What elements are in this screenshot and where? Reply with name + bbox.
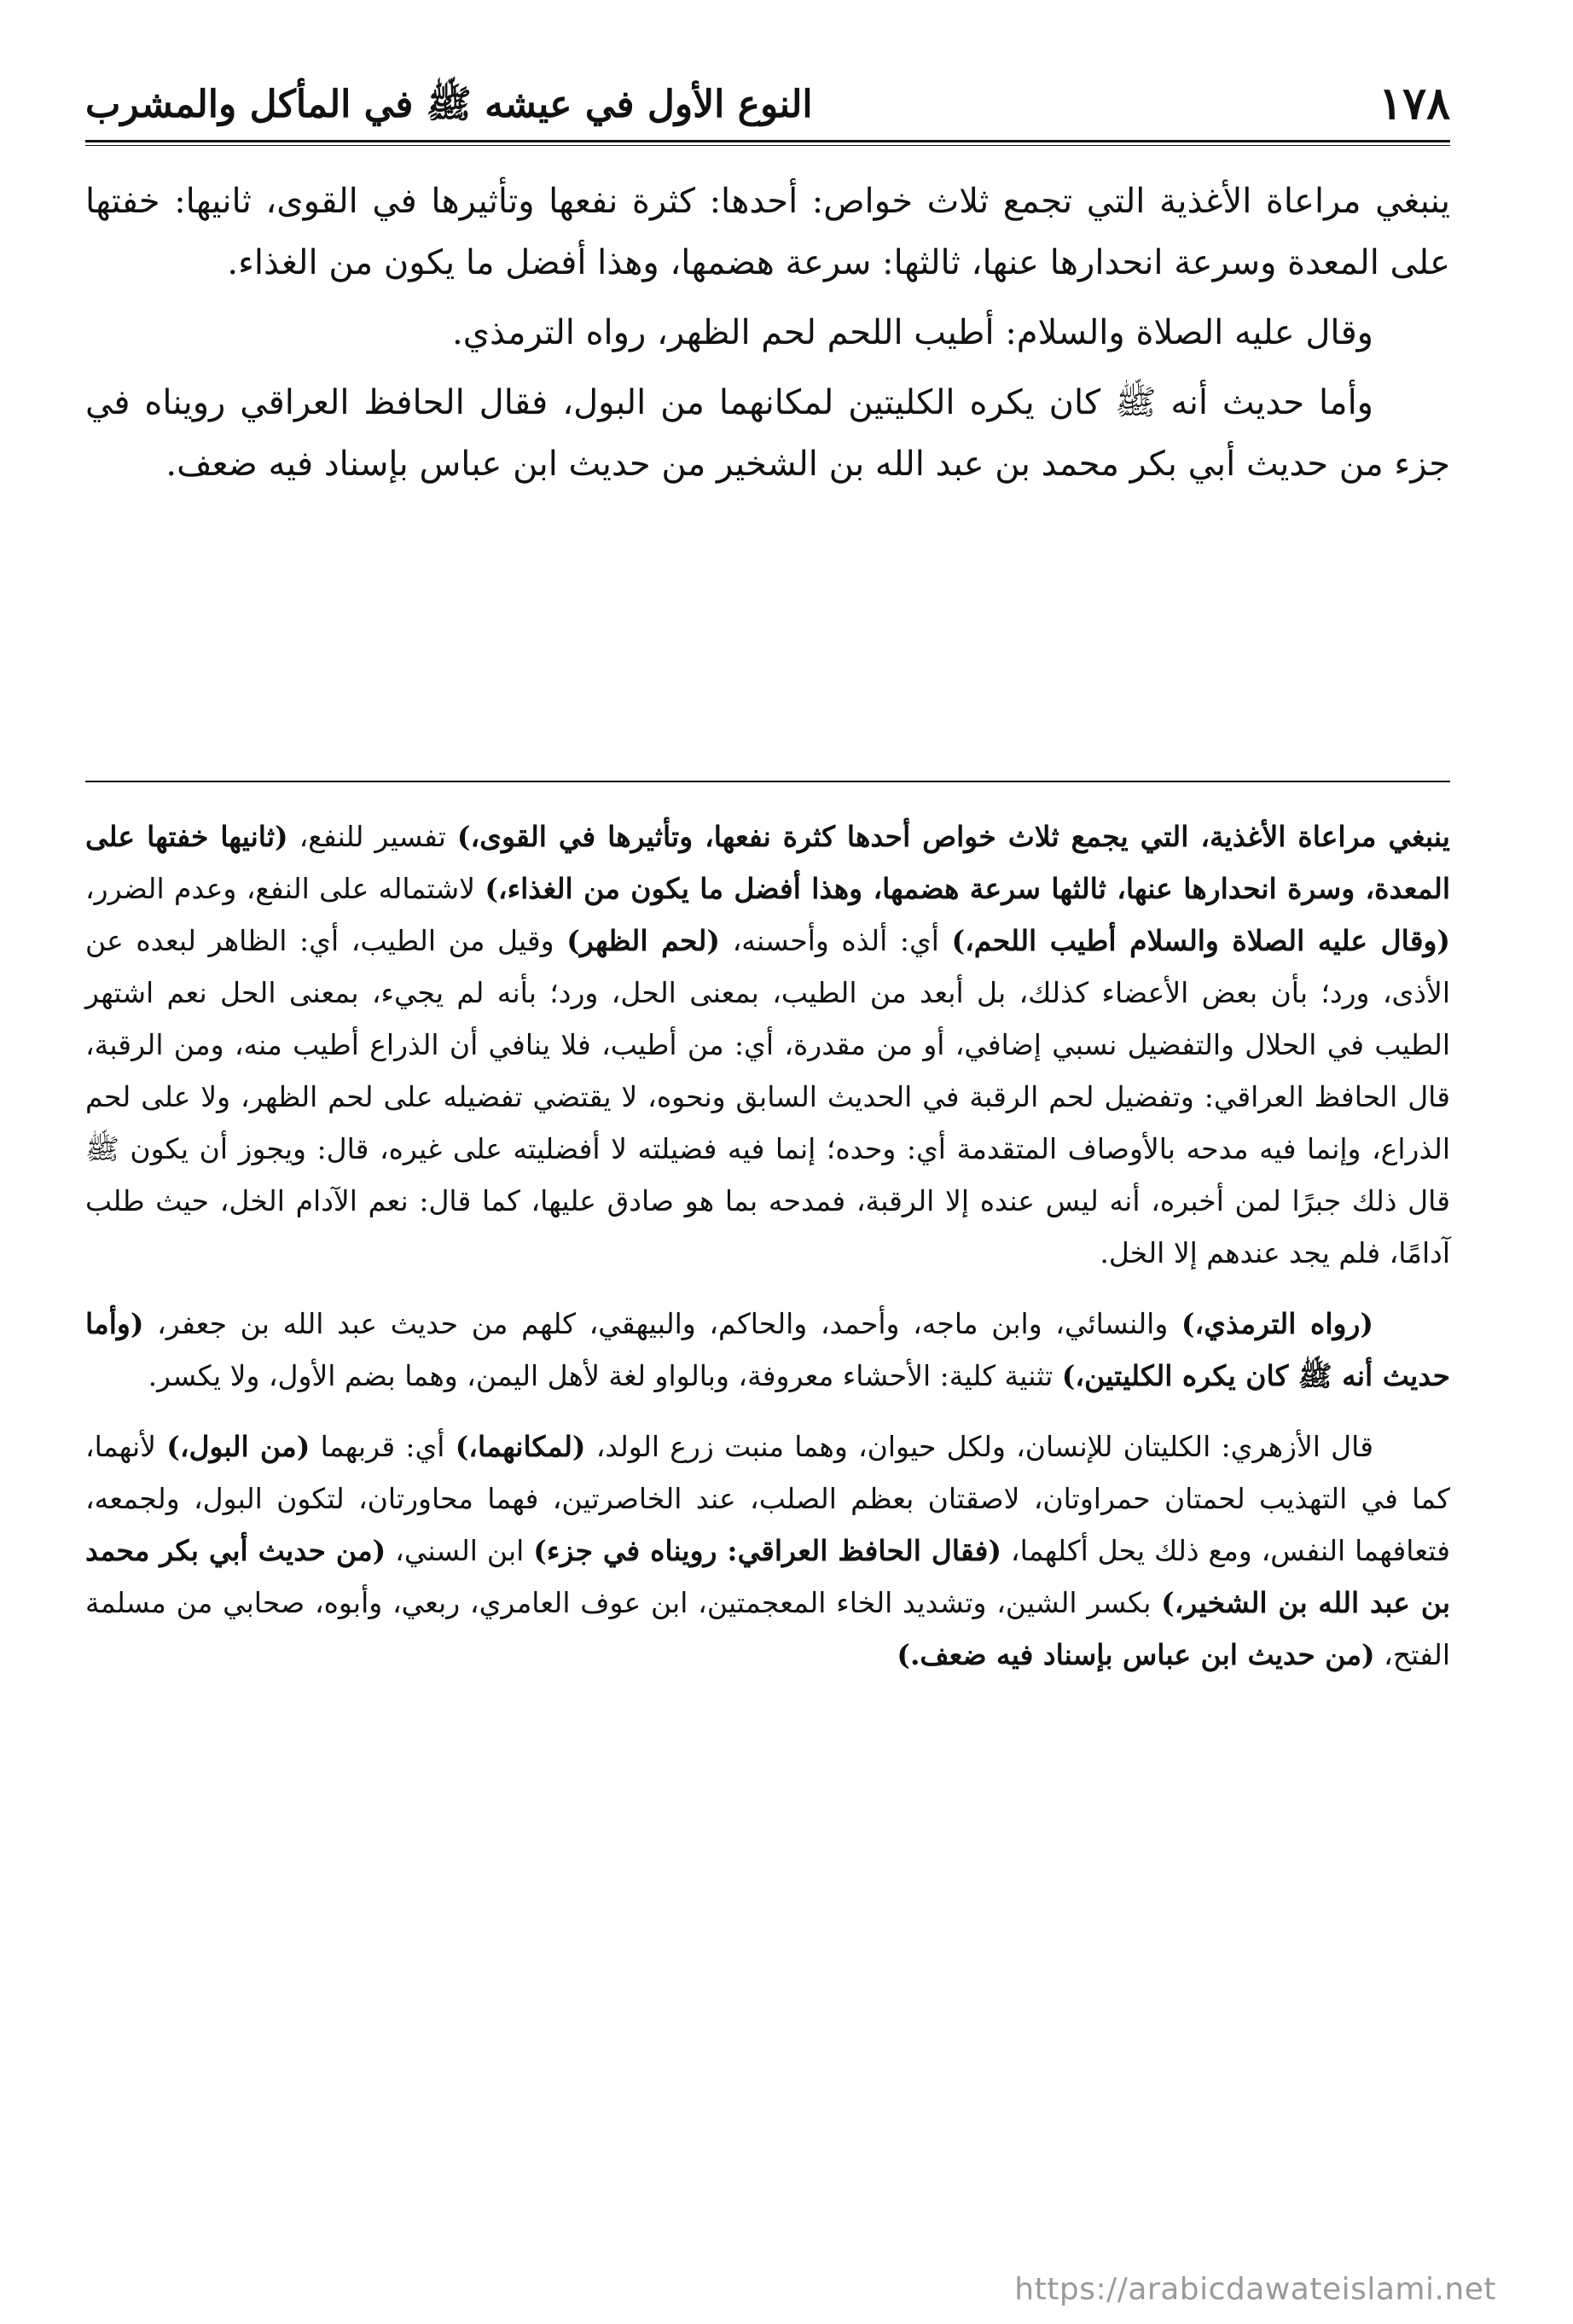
commentary-text: أي: ألذه وأحسنه، [720, 924, 952, 957]
commentary [85, 810, 1450, 1699]
commentary-paragraph [85, 1421, 1450, 1681]
commentary-text: لاشتماله على النفع، وعدم الضرر، [85, 872, 485, 905]
main-paragraph: ينبغي مراعاة الأغذية التي تجمع ثلاث خواص: أحدها: كثرة نفعها وتأثيرها في القوى، ثانيها: خفتها على المعدة وسرعة انحدارها عنها، ثالثها: سرعة هضمها، وهذا أفضل ما يكون من الغذاء. [85, 182, 1450, 282]
book-page [85, 77, 1450, 2286]
running-title: النوع الأول في عيشه ﷺ في المأكل والمشرب [85, 83, 813, 126]
header-rule [85, 140, 1450, 142]
page-number: ١٧٨ [1379, 78, 1450, 130]
commentary-text: وقيل من الطيب، أي: الظاهر لبعده عن الأذى، ورد؛ بأن بعض الأعضاء كذلك، بل أبعد من الطيب، بمعنى الحل، ورد؛ بأنه لم يجيء، بمعنى الحل نعم اشتهر الطيب في الحلال والتفضيل نسبي إضافي، أو من مقدرة، أي: من أطيب، فلا ينافي أن الذراع أطيب منه، ومن الرقبة، قال الحافظ العراقي: وتفضيل لحم الرقبة في الحديث السابق ونحوه، لا يقتضي تفضيله على لحم الظهر، ولا على لحم الذراع، وإنما فيه مدحه بالأوصاف المتقدمة أي: وحده؛ إنما فيه فضيلته لا أفضليته على غيره، قال: ويجوز أن يكون ﷺ قال ذلك جبرًا لمن أخبره، أنه ليس عنده إلا الرقبة، فمدحه بما هو صادق عليها، كما قال: نعم الآدام الخل، حيث طلب آدامًا، فلم يجد عندهم إلا الخل. [85, 924, 1450, 1269]
header-rule-thin [85, 145, 1450, 146]
commentary-text: بكسر الشين، وتشديد الخاء المعجمتين، ابن عوف العامري، ربعي، وأبوه، صحابي من مسلمة الفتح، [85, 1586, 1450, 1671]
main-paragraph: وأما حديث أنه ﷺ كان يكره الكليتين لمكانهما من البول، فقال الحافظ العراقي رويناه في جزء من حديث أبي بكر محمد بن عبد الله بن الشخير من حديث ابن عباس بإسناد فيه ضعف. [85, 383, 1450, 484]
commentary-text: تفسير للنفع، [287, 820, 457, 853]
commentary-text: تثنية كلية: الأحشاء معروفة، وبالواو لغة لأهل اليمن، وهما بضم الأول، ولا يكسر. [148, 1359, 1062, 1392]
commentary-paragraph [85, 1298, 1450, 1402]
commentary-text: أي: قربهما [310, 1430, 456, 1463]
quoted-text: (من حديث ابن عباس بإسناد فيه ضعف.) [897, 1638, 1375, 1671]
main-text [85, 171, 1450, 503]
quoted-text: (وأما حديث أنه ﷺ كان يكره الكليتين،) [85, 1307, 1450, 1392]
text-divider [85, 781, 1450, 782]
commentary-paragraph [85, 810, 1450, 1279]
quoted-text: (فقال الحافظ العراقي: رويناه في جزء) [533, 1534, 1002, 1567]
quoted-text: (ثانيها خفتها على المعدة، وسرة انحدارها عنها، ثالثها سرعة هضمها، وهذا أفضل ما يكون من الغذاء،) [85, 820, 1451, 905]
commentary-text: لأنهما، كما في التهذيب لحمتان حمراوتان، لاصقتان بعظم الصلب، عند الخاصرتين، فهما محاورتان، لتكون البول، ولجمعه، فتعافهما النفس، ومع ذلك يحل أكلهما، [85, 1430, 1450, 1567]
quoted-text: (وقال عليه الصلاة والسلام أطيب اللحم،) [951, 924, 1451, 957]
quoted-text: (من حديث أبي بكر محمد بن عبد الله بن الشخير،) [85, 1534, 1451, 1619]
main-paragraph: وقال عليه الصلاة والسلام: أطيب اللحم لحم الظهر، رواه الترمذي. [452, 313, 1373, 352]
commentary-text: ابن السني، [386, 1534, 534, 1567]
quoted-text: ينبغي مراعاة الأغذية، التي يجمع ثلاث خواص أحدها كثرة نفعها، وتأثيرها في القوى،) [456, 820, 1450, 853]
page-header [85, 77, 1450, 137]
commentary-text: والنسائي، وابن ماجه، وأحمد، والحاكم، والبيهقي، كلهم من حديث عبد الله بن جعفر، [143, 1307, 1181, 1340]
commentary-text: قال الأزهري: الكليتان للإنسان، ولكل حيوان، وهما منبت زرع الولد، [585, 1430, 1373, 1463]
quoted-text: (لمكانهما،) [455, 1430, 586, 1463]
quoted-text: (من البول،) [166, 1430, 311, 1463]
quoted-text: (رواه الترمذي،) [1181, 1307, 1374, 1340]
watermark-url: https://arabicdawateislami.net [1014, 2272, 1496, 2307]
quoted-text: (لحم الظهر) [566, 924, 721, 957]
